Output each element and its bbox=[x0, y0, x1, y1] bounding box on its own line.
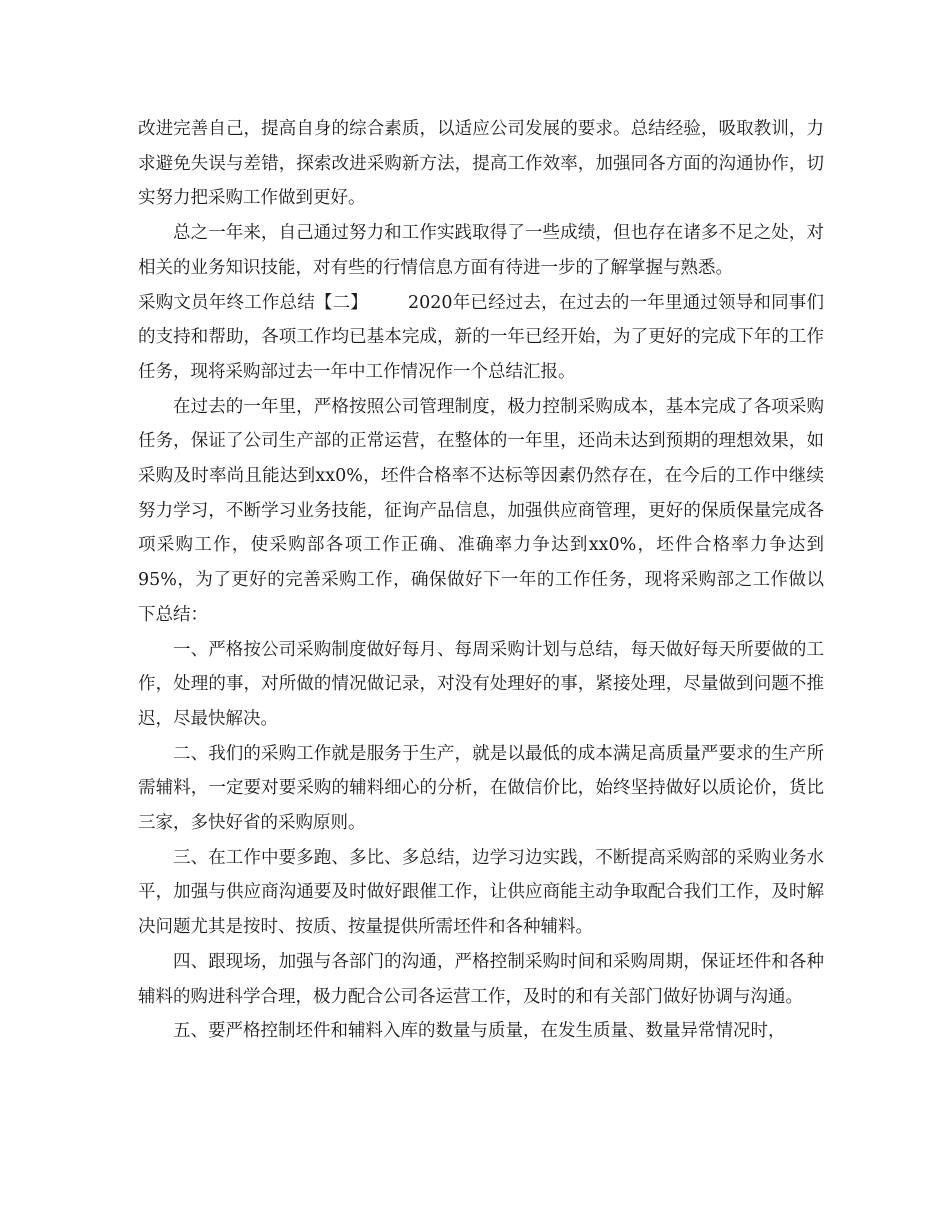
paragraph-1: 改进完善自己，提高自身的综合素质，以适应公司发展的要求。总结经验，吸取教训，力求避免失误与差错，探索改进采购新方法，提高工作效率，加强同各方面的沟通协作，切实努力把采购工作做到更好。 bbox=[138, 119, 824, 209]
paragraph-4: 在过去的一年里，严格按照公司管理制度，极力控制采购成本，基本完成了各项采购任务，保证了公司生产部的正常运营，在整体的一年里，还尚未达到预期的理想效果，如采购及时率尚且能达到xx0%，坯件合格率不达标等因素仍然存在，在今后的工作中继续努力学习，不断学习业务技能，征询产品信息，加强供应商管理，更好的保质保量完成各项采购工作，使采购部各项工作正确、准确率力争达到xx0%，坯件合格率力争达到95%，为了更好的完善采购工作，确保做好下一年的工作任务，现将采购部之工作做以下总结： bbox=[138, 396, 824, 625]
paragraph-9: 五、要严格控制坯件和辅料入库的数量与质量，在发生质量、数量异常情况时， bbox=[173, 1021, 786, 1042]
document-body bbox=[138, 112, 824, 1049]
paragraph-6: 二、我们的采购工作就是服务于生产，就是以最低的成本满足高质量严要求的生产所需辅料，一定要对要采购的辅料细心的分析，在做信价比，始终坚持做好以质论价，货比三家，多快好省的采购原则。 bbox=[138, 743, 824, 834]
paragraph-7: 三、在工作中要多跑、多比、多总结，边学习边实践，不断提高采购部的采购业务水平，加强与供应商沟通要及时做好跟催工作，让供应商能主动争取配合我们工作，及时解决问题尤其是按时、按质、按量提供所需坯件和各种辅料。 bbox=[138, 847, 824, 938]
paragraph-8: 四、跟现场，加强与各部门的沟通，严格控制采购时间和采购周期，保证坯件和各种辅料的购进科学合理，极力配合公司各运营工作，及时的和有关部门做好协调与沟通。 bbox=[138, 951, 824, 1007]
paragraph-2: 总之一年来，自己通过努力和工作实践取得了一些成绩，但也存在诸多不足之处，对相关的业务知识技能，对有些的行情信息方面有待进一步的了解掌握与熟悉。 bbox=[138, 223, 824, 278]
paragraph-5: 一、严格按公司采购制度做好每月、每周采购计划与总结，每天做好每天所要做的工作，处理的事，对所做的情况做记录，对没有处理好的事，紧接处理，尽量做到问题不推迟，尽最快解决。 bbox=[138, 639, 824, 729]
paragraph-3 bbox=[138, 286, 824, 390]
section-heading: 采购文员年终工作总结【二】 bbox=[138, 292, 368, 313]
paragraph-3-text: 2020年已经过去，在过去的一年里通过领导和同事们的支持和帮助，各项工作均已基本完成，新的一年已经开始，为了更好的完成下年的工作任务，现将采购部过去一年中工作情况作一个总结汇报。 bbox=[138, 292, 824, 382]
